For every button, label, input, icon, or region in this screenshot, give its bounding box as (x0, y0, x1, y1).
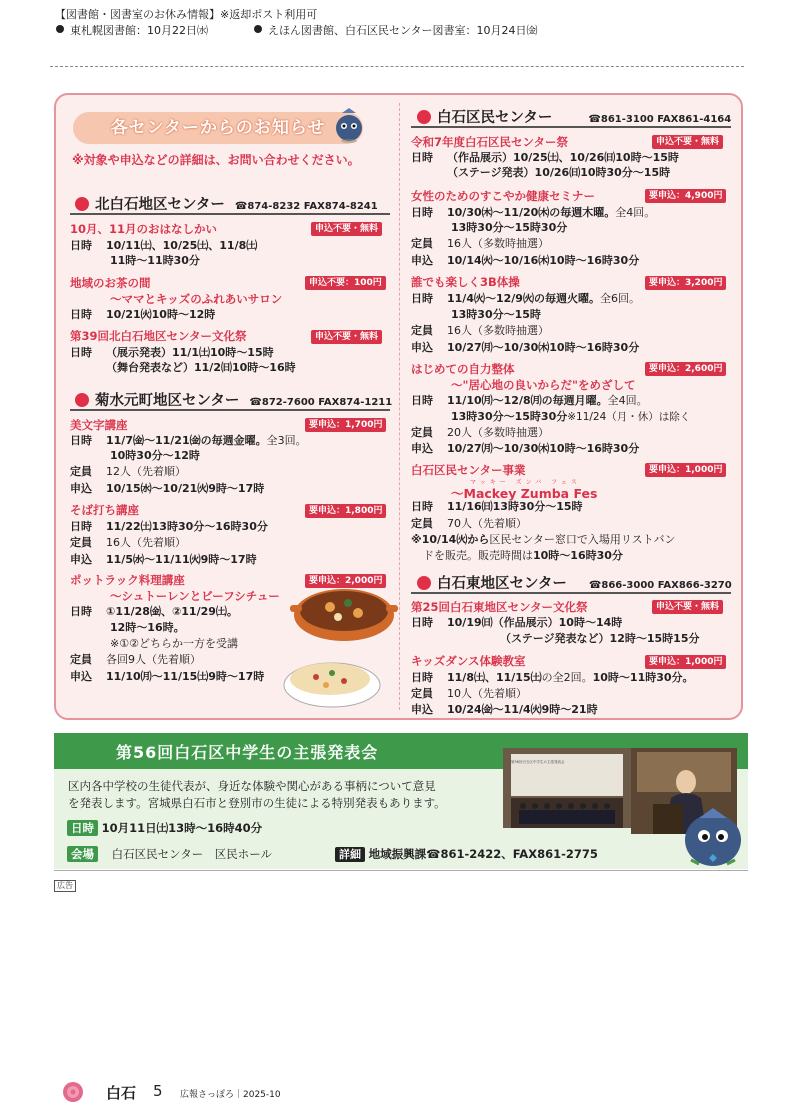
event-capacity: 定員 各回9人（先着順） (70, 653, 201, 666)
event-apply: 申込 11/5㈬〜11/11㈫9時〜17時 (70, 553, 257, 566)
center-heading-higashi: 白石東地区センター ☎866-3000 FAX866-3270 (417, 572, 732, 593)
section-banner: 各センターからのお知らせ (73, 112, 363, 144)
event-date: 日時 ①11/28㈮、②11/29㈯。 (70, 605, 238, 618)
event-note: ※10/14㈫から区民センター窓口で入場用リストバン (411, 533, 676, 546)
event-title: キッズダンス体験教室 (411, 654, 526, 668)
fee-badge: 申込不要・無料 (311, 222, 382, 236)
event-date: 日時 11/8㈯、11/15㈯の全2回。10時〜11時30分。 (411, 671, 694, 684)
magazine-name: 広報さっぽろ｜2025-10 (180, 1090, 281, 1100)
event-time: 11時〜11時30分 (110, 254, 200, 267)
fee-badge: 申込不要・無料 (652, 135, 723, 149)
event-apply: 申込 10/15㈬〜10/21㈫9時〜17時 (70, 482, 265, 495)
event-title: はじめての自力整体 (411, 362, 515, 376)
red-dot-icon (75, 197, 89, 211)
event-apply: 申込 10/14㈫〜10/16㈭10時〜16時30分 (411, 254, 640, 267)
speech-title: 第56回白石区中学生の主張発表会 (116, 743, 379, 762)
event-title: 第25回白石東地区センター文化祭 (411, 600, 588, 614)
library-item-2: えほん図書館、白石区民センター図書室：10月24日㈮ (254, 22, 538, 38)
speech-detail: 詳細 地域振興課☎861-2422、FAX861-2775 (335, 846, 598, 862)
event-capacity: 定員 16人（先着順） (70, 536, 186, 549)
event-subtitle: 〜ママとキッズのふれあいサロン (110, 292, 283, 306)
rose-icon (60, 1080, 86, 1104)
event-date: 日時 11/7㈮〜11/21㈮の毎週金曜。全3回。 (70, 434, 307, 447)
fee-badge: 申込不要・無料 (652, 600, 723, 614)
speech-date: 日時 10月11日㈯13時〜16時40分 (67, 820, 262, 836)
event-capacity: 定員 12人（先着順） (70, 465, 186, 478)
speech-venue: 会場 白石区民センター 区民ホール (67, 846, 272, 862)
red-dot-icon (417, 576, 431, 590)
event-ruby: マッキー ズンバ フェス (470, 479, 581, 486)
fee-badge: 要申込：1,000円 (645, 463, 726, 477)
fee-badge: 要申込：1,800円 (305, 504, 386, 518)
heading-rule (70, 409, 390, 411)
event-apply: 申込 11/10㈪〜11/15㈯9時〜17時 (70, 670, 265, 683)
event-title: 地域のお茶の間 (70, 276, 151, 290)
heading-rule (70, 213, 390, 215)
footer-ward: 白石 (106, 1084, 137, 1102)
event-apply: 申込 10/24㈮〜11/4㈫9時〜21時 (411, 703, 598, 716)
event-capacity: 定員 16人（多数時抽選） (411, 324, 549, 337)
event-capacity: 定員 16人（多数時抽選） (411, 237, 549, 250)
fee-badge: 要申込：4,900円 (645, 189, 726, 203)
speech-description: を発表します。宮城県白石市と登別市の生徒による特別発表もあります。 (68, 796, 446, 810)
event-apply: 申込 10/27㈪〜10/30㈭10時〜16時30分 (411, 442, 640, 455)
event-title: 令和7年度白石区民センター祭 (411, 135, 569, 149)
fee-badge: 要申込：2,000円 (305, 574, 386, 588)
event-title: 誰でも楽しく3B体操 (411, 275, 520, 289)
event-title: 女性のためのすこやか健康セミナー (411, 189, 595, 203)
event-subtitle: 〜シュトーレンとビーフシチュー (110, 589, 280, 603)
event-capacity: 定員 10人（先着順） (411, 687, 527, 700)
event-date: 日時 10/11㈯、10/25㈯、11/8㈯ (70, 239, 258, 252)
center-heading-shiroishi: 白石区民センター ☎861-3100 FAX861-4164 (417, 106, 731, 127)
event-subtitle: 〜"居心地の良いからだ"をめざして (451, 378, 636, 392)
mascot-icon (330, 104, 368, 144)
stew-and-stollen-illustration (282, 585, 400, 710)
event-time: 13時30分〜15時 (451, 308, 541, 321)
event-title: 第39回北白石地区センター文化祭 (70, 329, 247, 343)
event-date: 日時 10/21㈫10時〜12時 (70, 308, 216, 321)
event-date: 日時 10/19㈰（作品展示）10時〜14時 (411, 616, 623, 629)
event-note: ※①②どちらか一方を受講 (110, 637, 238, 650)
event-title: ポットラック料理講座 (70, 573, 185, 587)
speech-event-photos (503, 748, 747, 868)
event-date: 日時 10/30㈭〜11/20㈭の毎週木曜。全4回。 (411, 206, 656, 219)
fee-badge: 申込不要：100円 (305, 276, 386, 290)
event-date: 日時 （作品展示）10/25㈯、10/26㈰10時〜15時 (411, 151, 679, 164)
center-heading-kitashiroishi: 北白石地区センター ☎874-8232 FAX874-8241 (75, 193, 378, 214)
fee-badge: 要申込：1,700円 (305, 418, 386, 432)
event-time: 10時30分〜12時 (110, 449, 200, 462)
event-subtitle: 〜Mackey Zumba Fes (451, 486, 598, 501)
heading-rule (411, 126, 731, 128)
event-time: （舞台発表など）11/2㈰10時〜16時 (106, 361, 296, 374)
event-capacity: 定員 70人（先着順） (411, 517, 527, 530)
speech-description: 区内各中学校の生徒代表が、身近な体験や関心がある事柄について意見 (68, 779, 436, 793)
event-apply: 申込 10/27㈪〜10/30㈭10時〜16時30分 (411, 341, 640, 354)
event-title: 白石区民センター事業 (411, 463, 526, 477)
event-time: 12時〜16時。 (110, 621, 185, 634)
event-date: 日時 11/10㈪〜12/8㈪の毎週月曜。全4回。 (411, 394, 648, 407)
banner-note: ※対象や申込などの詳細は、お問い合わせください。 (72, 153, 360, 167)
library-item-1: 東札幌図書館：10月22日㈬ (56, 22, 208, 38)
fee-badge: 要申込：3,200円 (645, 276, 726, 290)
bullet-icon (254, 25, 262, 33)
event-time: 13時30分〜15時30分 (451, 221, 568, 234)
event-capacity: 定員 20人（多数時抽選） (411, 426, 549, 439)
library-closure-title: 【図書館・図書室のお休み情報】※返却ポスト利用可 (55, 8, 318, 21)
page-number: 5 (153, 1082, 163, 1100)
event-date: 日時 （展示発表）11/1㈯10時〜15時 (70, 346, 274, 359)
event-date: 日時 11/4㈫〜12/9㈫の毎週火曜。全6回。 (411, 292, 640, 305)
stage-sign: 第56回白石区中学生の主張発表会 (511, 760, 565, 764)
ad-label: 広告 (54, 880, 76, 892)
heading-rule (411, 592, 731, 594)
event-note: ドを販売。販売時間は10時〜16時30分 (423, 549, 623, 562)
event-time: （ステージ発表）10/26㈰10時30分〜15時 (447, 166, 671, 179)
center-heading-kikusui: 菊水元町地区センター ☎872-7600 FAX874-1211 (75, 389, 392, 410)
event-time: 13時30分〜15時30分※11/24（月・休）は除く (451, 410, 691, 423)
event-title: 美文字講座 (70, 418, 128, 432)
event-title: そば打ち講座 (70, 503, 139, 517)
fee-badge: 要申込：1,000円 (645, 655, 726, 669)
fee-badge: 要申込：2,600円 (645, 362, 726, 376)
divider (54, 870, 748, 871)
event-date: 日時 11/22㈯13時30分〜16時30分 (70, 520, 268, 533)
event-date: 日時 11/16㈰13時30分〜15時 (411, 500, 583, 513)
bullet-icon (56, 25, 64, 33)
event-title: 10月、11月のおはなしかい (70, 222, 218, 236)
event-time: （ステージ発表など）12時〜15時15分 (500, 632, 700, 645)
red-dot-icon (417, 110, 431, 124)
fee-badge: 申込不要・無料 (311, 330, 382, 344)
divider (50, 66, 744, 67)
red-dot-icon (75, 393, 89, 407)
